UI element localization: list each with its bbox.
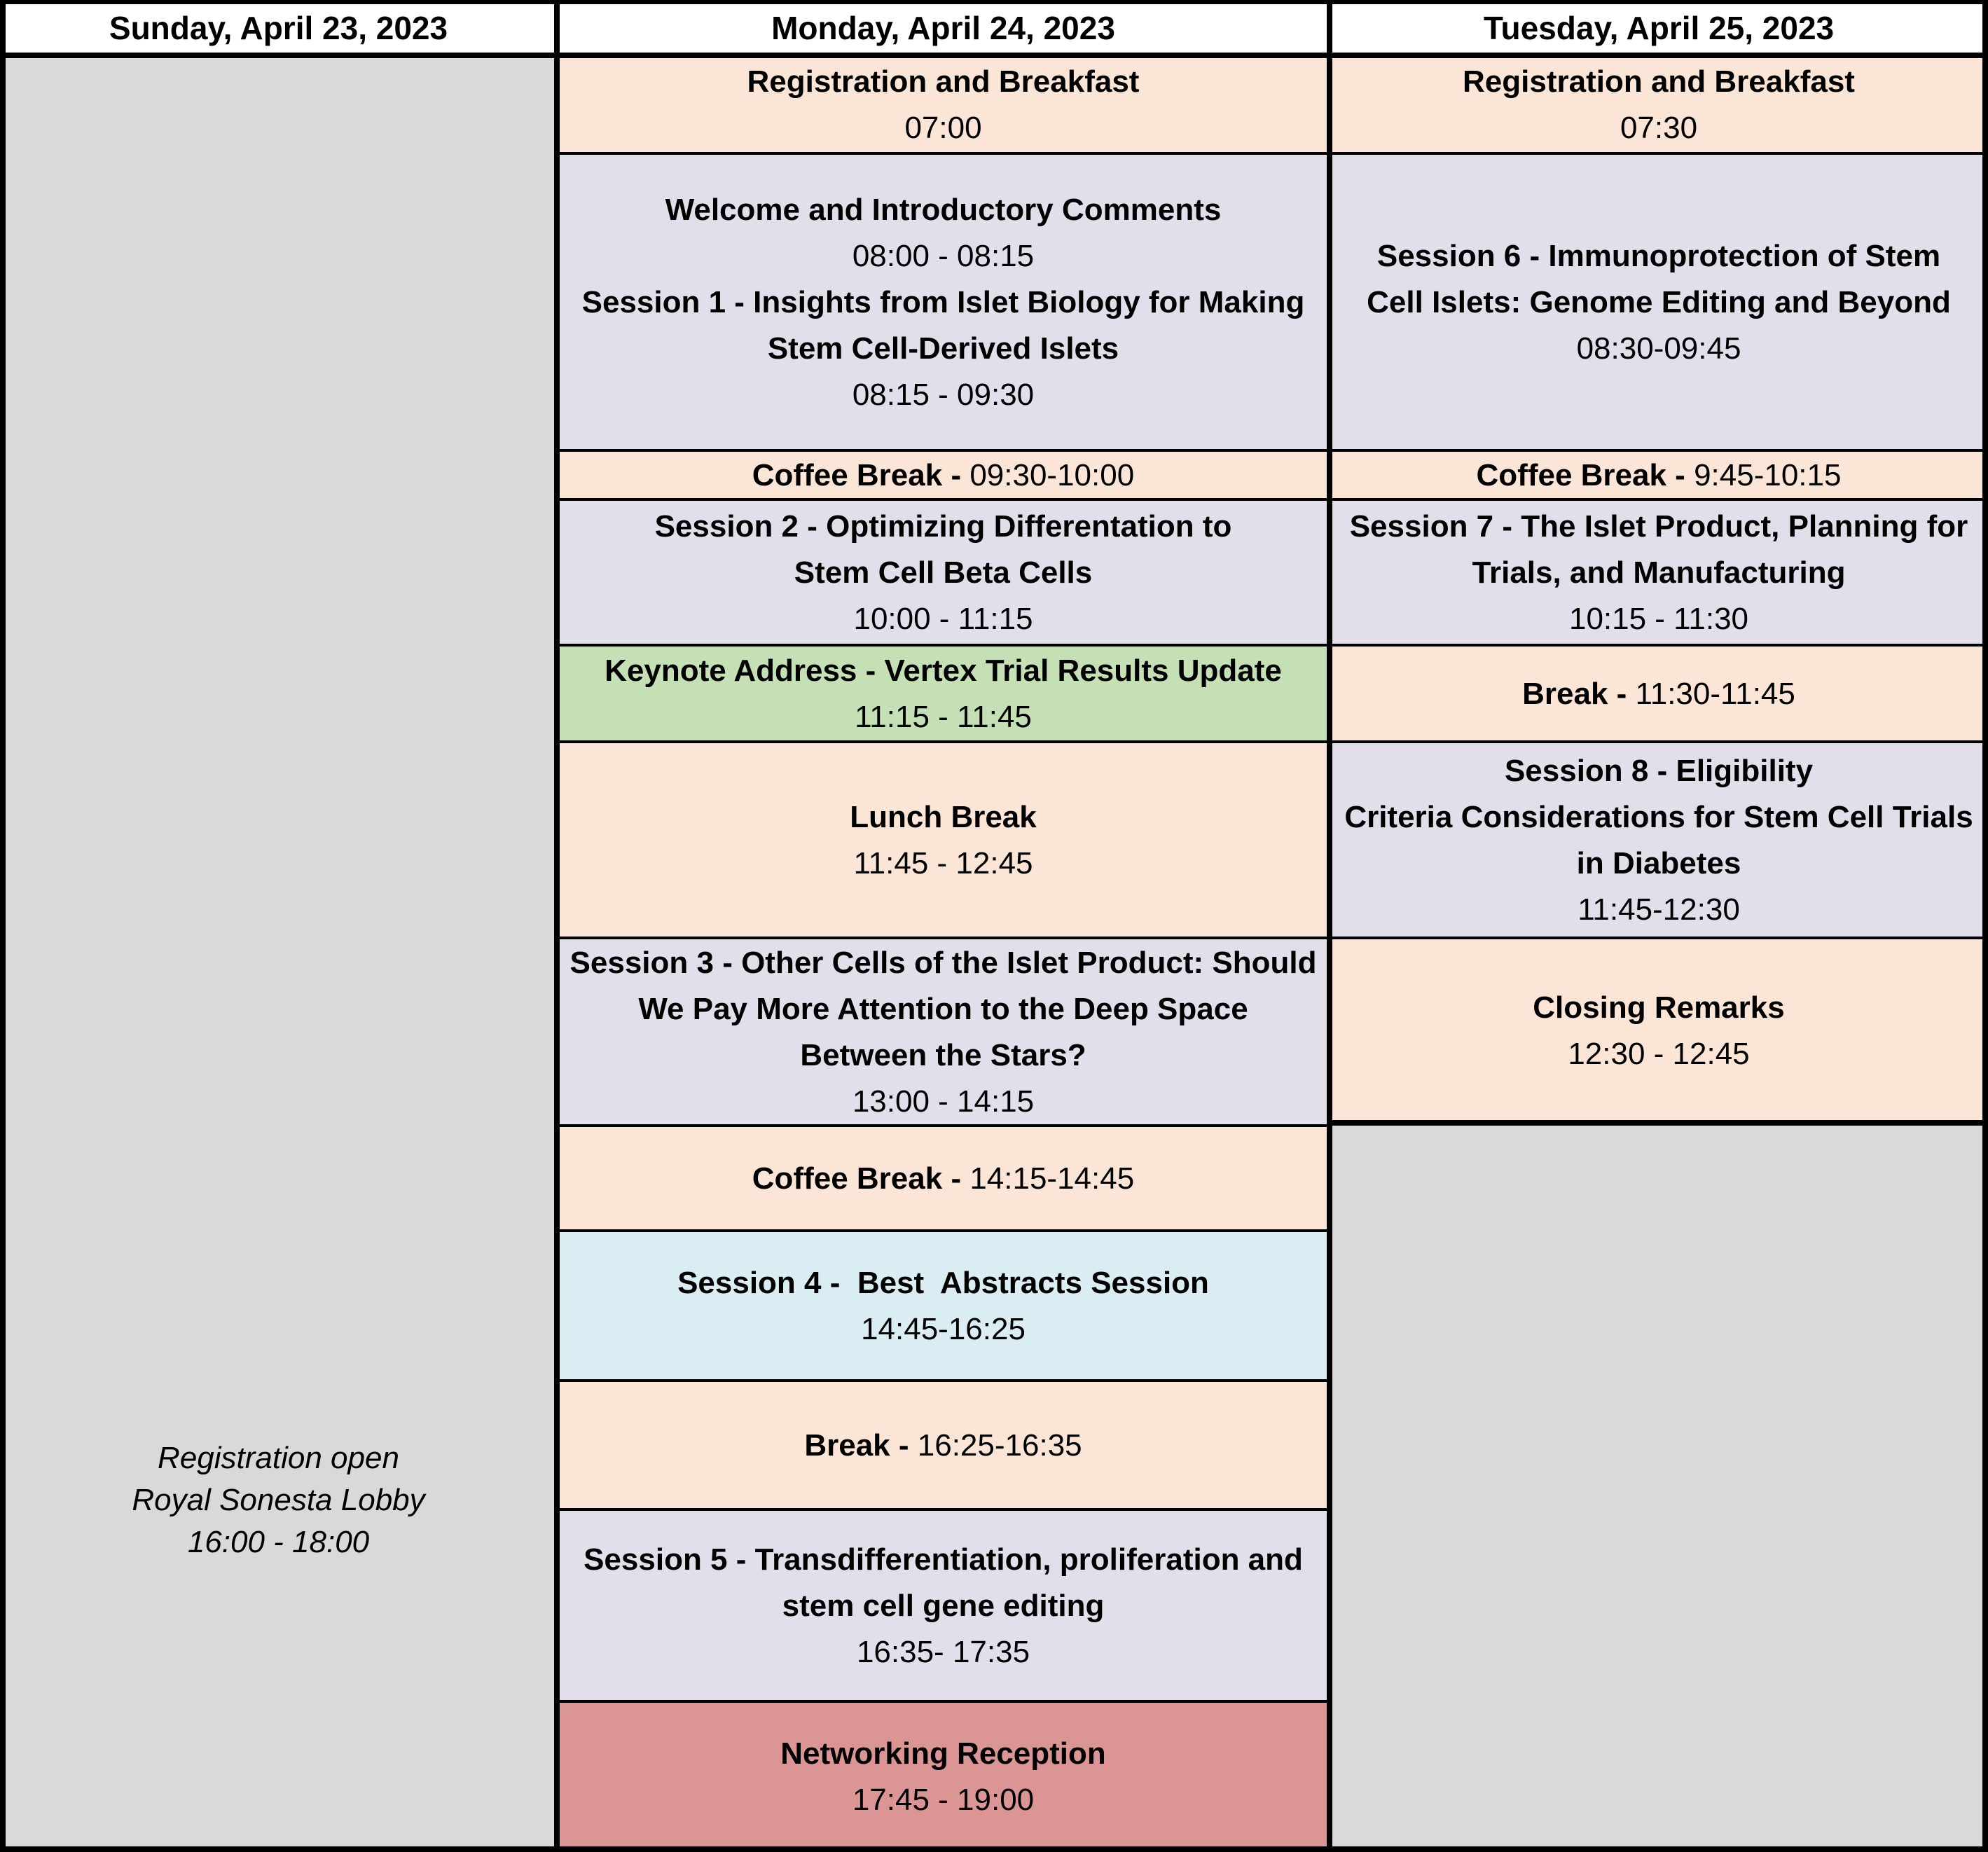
tuesday-divider-1 [1330, 152, 1988, 155]
monday-keynote-time: 11:15 - 11:45 [855, 700, 1032, 734]
monday-welcome-title: Welcome and Introductory Comments [665, 193, 1222, 227]
tuesday-session8-cell [1330, 742, 1988, 939]
tuesday-divider-3 [1330, 498, 1988, 501]
tuesday-break-label: Break - [1522, 677, 1636, 711]
monday-keynote-title: Keynote Address - Vertex Trial Results Update [605, 654, 1282, 688]
header-sunday-label: Sunday, April 23, 2023 [109, 10, 448, 46]
monday-coffee-break-2-time: 14:15-14:45 [969, 1161, 1135, 1196]
monday-divider-9 [557, 1379, 1330, 1382]
header-divider [0, 53, 1988, 58]
monday-divider-10 [557, 1508, 1330, 1511]
monday-session5-title-a: Session 5 - Transdifferentiation, proliferation and [584, 1542, 1303, 1577]
monday-break-cell [557, 1381, 1330, 1510]
tuesday-divider-4 [1330, 644, 1988, 647]
tuesday-session8-title-a: Session 8 - Eligibility [1504, 754, 1814, 788]
tuesday-registration-cell [1330, 56, 1988, 154]
monday-session2-time: 10:00 - 11:15 [853, 602, 1033, 636]
tuesday-closing-cell [1330, 939, 1988, 1124]
monday-divider-8 [557, 1229, 1330, 1232]
monday-divider-2 [557, 449, 1330, 452]
sunday-registration-line1: Registration open [158, 1441, 399, 1475]
monday-divider-7 [557, 1124, 1330, 1127]
monday-session3-time: 13:00 - 14:15 [852, 1084, 1035, 1119]
tuesday-session8-title-c: in Diabetes [1576, 846, 1741, 880]
tuesday-break-time: 11:30-11:45 [1635, 677, 1795, 711]
sunday-registration-time: 16:00 - 18:00 [187, 1525, 370, 1559]
monday-session3-title-b: We Pay More Attention to the Deep Space [638, 992, 1248, 1026]
monday-divider-1 [557, 152, 1330, 155]
monday-divider-4 [557, 644, 1330, 647]
tuesday-registration-time: 07:30 [1620, 111, 1698, 145]
tuesday-closing-title: Closing Remarks [1533, 990, 1785, 1025]
tuesday-empty-cell [1330, 1124, 1988, 1852]
monday-lunch-title: Lunch Break [850, 800, 1037, 834]
tuesday-session7-cell [1330, 500, 1988, 646]
monday-networking-cell [557, 1702, 1330, 1852]
monday-session4-cell [557, 1231, 1330, 1381]
header-tuesday-label: Tuesday, April 25, 2023 [1483, 10, 1835, 46]
monday-coffee-break-1-time: 09:30-10:00 [969, 458, 1135, 492]
monday-lunch-cell [557, 742, 1330, 939]
monday-break-label: Break - [804, 1428, 918, 1463]
monday-session3-cell [557, 939, 1330, 1126]
monday-session2-title-b: Stem Cell Beta Cells [794, 555, 1093, 590]
tuesday-divider-7 [1330, 1120, 1988, 1126]
column-divider-mon-tue [1327, 0, 1332, 1852]
header-monday-label: Monday, April 24, 2023 [771, 10, 1115, 46]
monday-break-text [804, 1423, 1082, 1469]
monday-registration-time: 07:00 [904, 111, 982, 145]
monday-session2-cell [557, 500, 1330, 646]
tuesday-divider-5 [1330, 740, 1988, 743]
monday-break-time: 16:25-16:35 [917, 1428, 1082, 1463]
tuesday-break-cell [1330, 646, 1988, 742]
tuesday-divider-2 [1330, 449, 1988, 452]
tuesday-break-text [1522, 671, 1795, 717]
border-top [0, 0, 1988, 4]
monday-coffee-break-2-label: Coffee Break - [752, 1161, 970, 1196]
monday-session3-title-c: Between the Stars? [800, 1038, 1086, 1072]
monday-welcome-session1-cell [557, 154, 1330, 451]
monday-divider-6 [557, 937, 1330, 939]
column-divider-sun-mon [554, 0, 560, 1852]
border-bottom [0, 1846, 1988, 1852]
tuesday-session8-time: 11:45-12:30 [1578, 892, 1740, 927]
monday-coffee-break-2-cell [557, 1126, 1330, 1231]
monday-session1-title-a: Session 1 - Insights from Islet Biology for Making [581, 285, 1305, 319]
monday-session1-time: 08:15 - 09:30 [852, 378, 1035, 412]
tuesday-divider-6 [1330, 937, 1988, 939]
monday-coffee-break-1-label: Coffee Break - [752, 458, 970, 492]
monday-session1-title-b: Stem Cell-Derived Islets [767, 331, 1119, 366]
monday-keynote-cell [557, 646, 1330, 742]
header-monday [557, 0, 1330, 56]
monday-lunch-time: 11:45 - 12:45 [853, 846, 1033, 880]
tuesday-session7-time: 10:15 - 11:30 [1568, 602, 1749, 636]
tuesday-session6-title-a: Session 6 - Immunoprotection of Stem [1376, 239, 1941, 273]
monday-coffee-break-1-text [752, 452, 1134, 499]
monday-divider-3 [557, 498, 1330, 501]
monday-session5-cell [557, 1510, 1330, 1702]
tuesday-coffee-break-time: 9:45-10:15 [1694, 458, 1842, 492]
tuesday-closing-time: 12:30 - 12:45 [1568, 1037, 1750, 1071]
monday-session3-title-a: Session 3 - Other Cells of the Islet Product: Should [570, 946, 1317, 980]
monday-coffee-break-2-text [752, 1156, 1134, 1202]
monday-networking-title: Networking Reception [780, 1736, 1106, 1771]
sunday-registration-location: Royal Sonesta Lobby [132, 1483, 425, 1517]
header-sunday [0, 0, 557, 56]
tuesday-registration-title: Registration and Breakfast [1463, 64, 1855, 99]
tuesday-session6-title-b: Cell Islets: Genome Editing and Beyond [1367, 285, 1951, 319]
monday-session4-time: 14:45-16:25 [861, 1312, 1026, 1346]
monday-registration-title: Registration and Breakfast [747, 64, 1140, 99]
monday-session2-title-a: Session 2 - Optimizing Differentation to [654, 509, 1232, 544]
monday-welcome-time: 08:00 - 08:15 [852, 239, 1035, 273]
monday-divider-5 [557, 740, 1330, 743]
monday-registration-cell [557, 56, 1330, 154]
monday-networking-time: 17:45 - 19:00 [852, 1783, 1035, 1817]
border-left [0, 0, 6, 1852]
tuesday-session6-cell [1330, 154, 1988, 451]
monday-session5-title-b: stem cell gene editing [782, 1589, 1105, 1623]
tuesday-session8-title-b: Criteria Considerations for Stem Cell Trials [1344, 800, 1973, 834]
monday-coffee-break-1-cell [557, 451, 1330, 500]
tuesday-session7-title-a: Session 7 - The Islet Product, Planning for [1349, 509, 1968, 544]
tuesday-coffee-break-text [1477, 452, 1842, 499]
sunday-registration-cell [0, 56, 557, 1852]
tuesday-coffee-break-label: Coffee Break - [1476, 458, 1694, 492]
tuesday-session7-title-b: Trials, and Manufacturing [1472, 555, 1846, 590]
header-tuesday [1330, 0, 1988, 56]
tuesday-coffee-break-cell [1330, 451, 1988, 500]
monday-session4-title: Session 4 - Best Abstracts Session [677, 1266, 1209, 1300]
monday-session5-time: 16:35- 17:35 [856, 1635, 1030, 1669]
monday-divider-11 [557, 1700, 1330, 1703]
border-right [1982, 0, 1988, 1852]
tuesday-session6-time: 08:30-09:45 [1576, 331, 1741, 366]
